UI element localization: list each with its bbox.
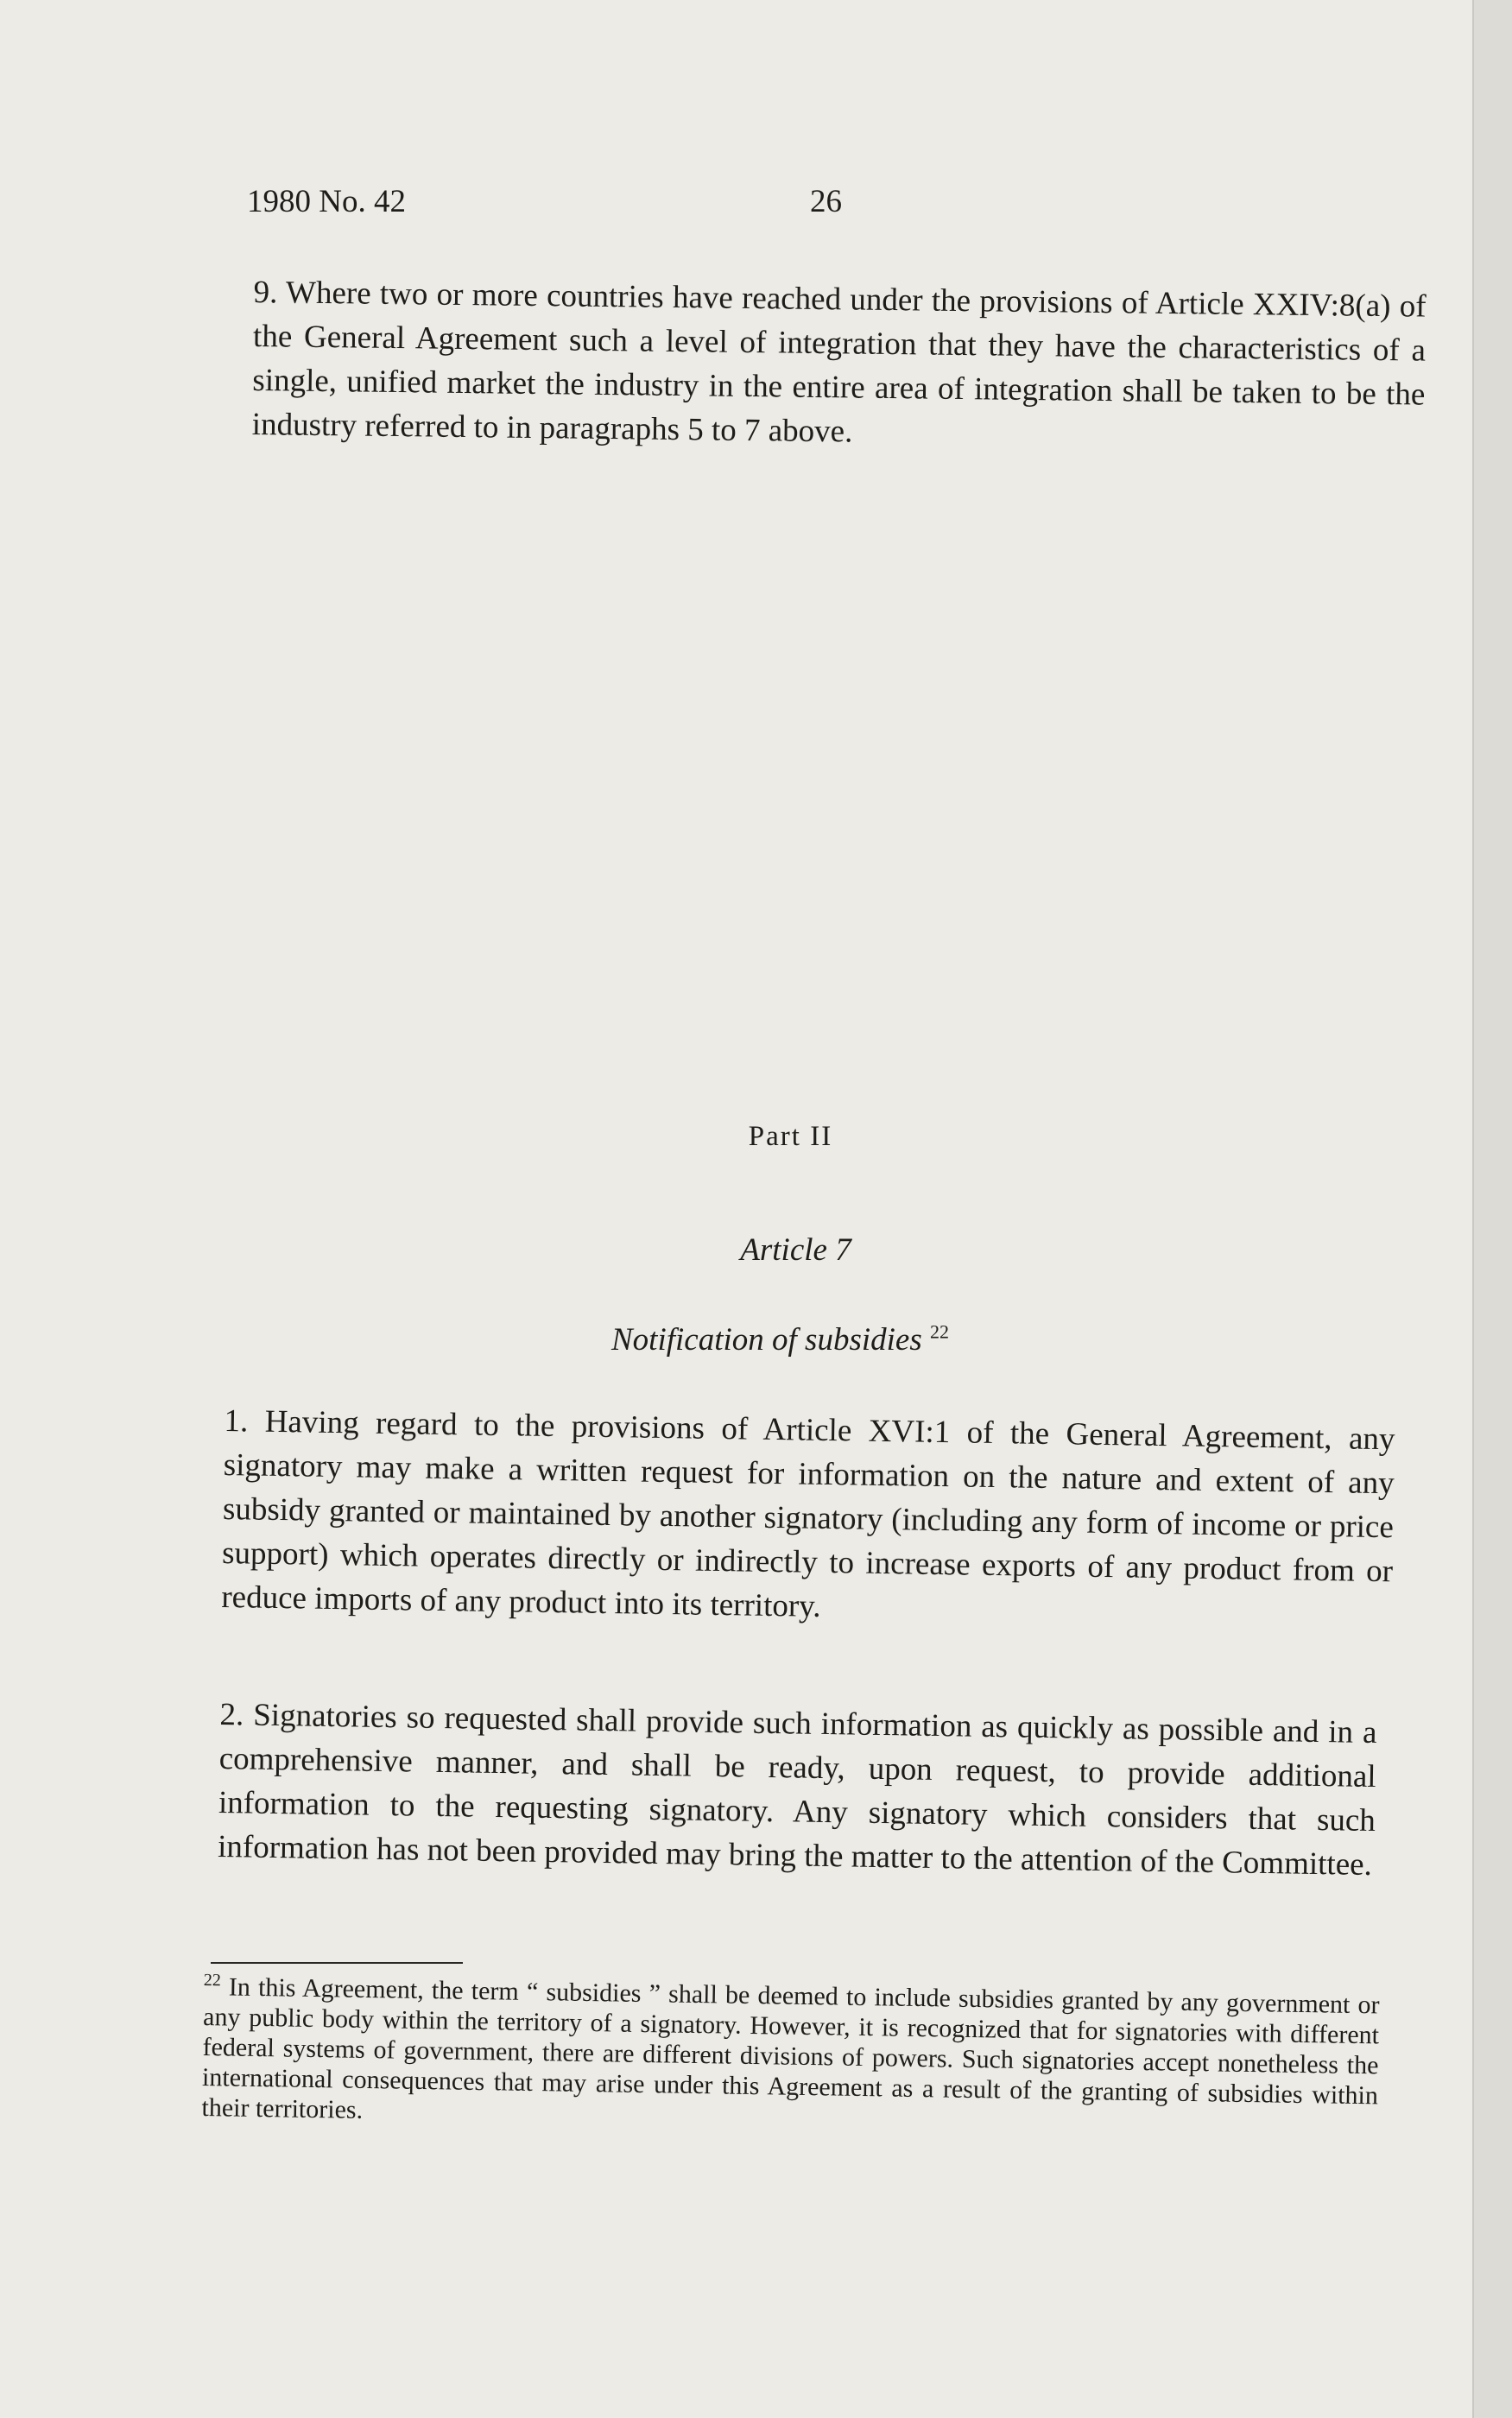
act-reference: 1980 No. 42: [247, 184, 406, 219]
paragraph-9: 9. Where two or more countries have reached under the provisions of Article XXIV:8(a) of the General Agreement such a level of integration that they have the characteristics of a single, unified market the industry in the entire area of integration shall be taken to be the industry referred to in paragraphs 5 to 7 above.: [251, 274, 1427, 450]
footnote-divider: [211, 1962, 463, 1964]
page-number: 26: [810, 184, 842, 219]
footnote-reference: 22: [930, 1320, 949, 1343]
footnote: [201, 1972, 1380, 2141]
page-edge: [1472, 0, 1512, 2418]
article-heading: Article 7: [740, 1232, 851, 1268]
part-heading: Part II: [748, 1121, 833, 1152]
section-title: [0, 1321, 1512, 1358]
footnote-text: In this Agreement, the term “ subsidies ” shall be deemed to include subsidies granted by any government or any public body within the territory of a signatory. However, it is recognized that for signatories with different federal systems of government, there are different divisions of powers. Such signatories accept nonetheless the international consequences that may arise under this Agreement as a result of the granting of subsidies within their territories.: [201, 1972, 1380, 2124]
footnote-number: 22: [203, 1971, 222, 1991]
paragraph-2: 2. Signatories so requested shall provide such information as quickly as possible and in a comprehensive manner, and shall be ready, upon request, to provide additional information to the requesting signatory. Any signatory which considers that such information has not been provided may bring the matter to the attention of the Committee.: [217, 1696, 1377, 1883]
notification-title: Notification of subsidies: [611, 1322, 922, 1358]
paragraph-1: 1. Having regard to the provisions of Article XVI:1 of the General Agreement, any signatory may make a written request for information on the nature and extent of any subsidy granted or maintained by another signatory (including any form of income or price support) which operates directly or indirectly to increase exports of any product from or reduce imports of any product into its territory.: [221, 1402, 1395, 1624]
